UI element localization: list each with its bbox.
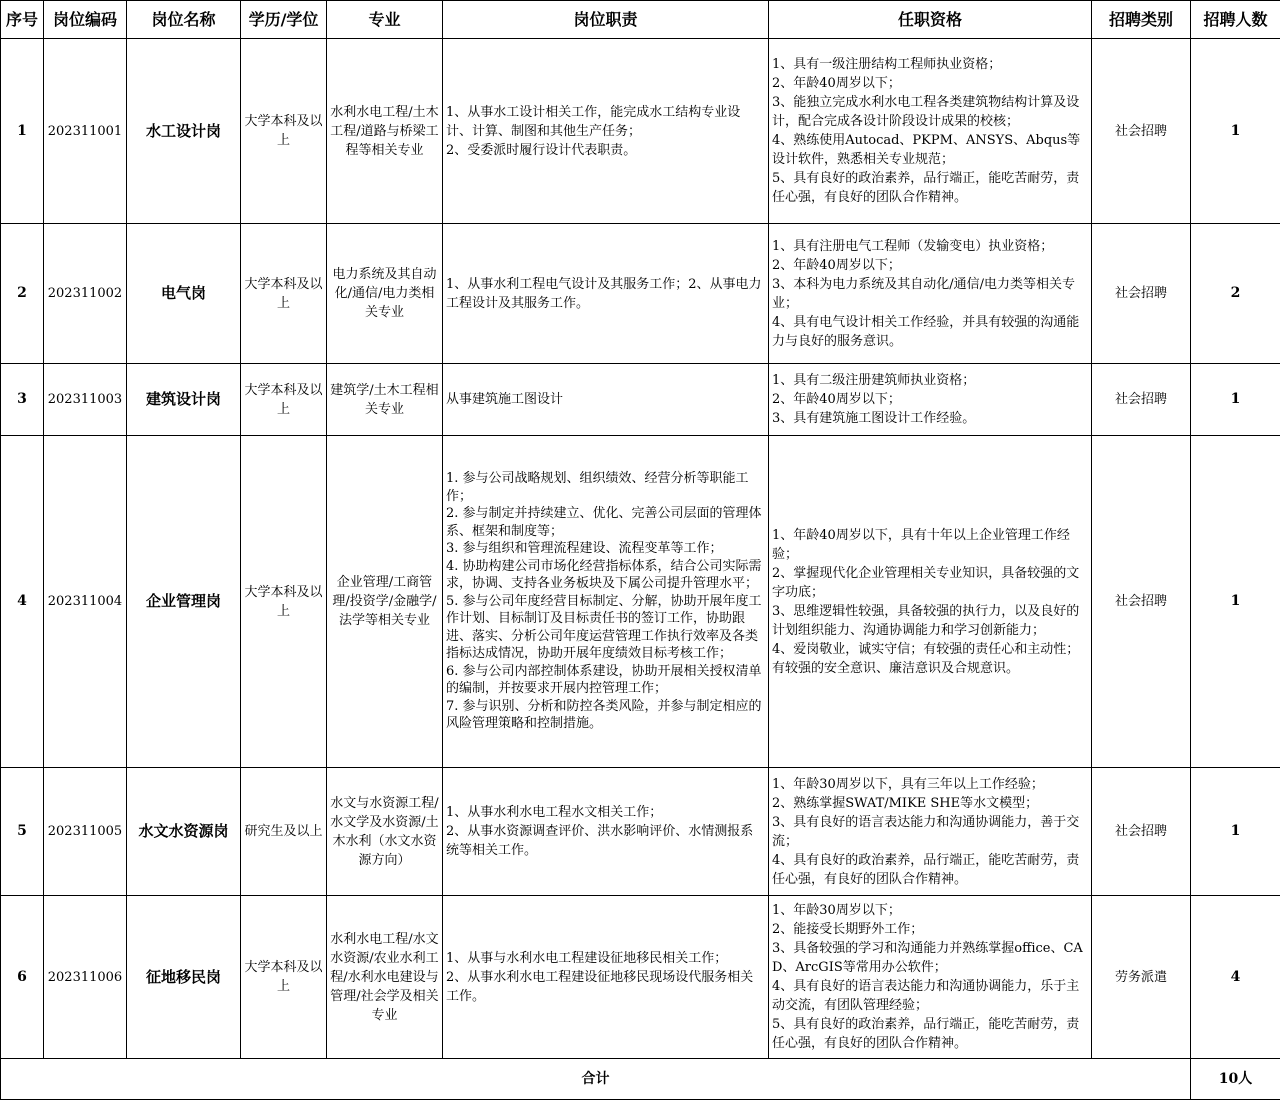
row-type: 社会招聘 <box>1092 364 1191 436</box>
row-job-name: 水工设计岗 <box>127 39 241 224</box>
row-no: 2 <box>1 224 44 364</box>
header-count: 招聘人数 <box>1191 1 1280 39</box>
row-duties <box>443 768 769 896</box>
duty-line: 1、从事与水利水电工程建设征地移民相关工作； <box>446 949 765 968</box>
row-edu: 大学本科及以上 <box>241 364 327 436</box>
qual-line: 2、年龄40周岁以下； <box>772 74 1088 93</box>
qual-line: 4、具有良好的政治素养，品行端正，能吃苦耐劳，责任心强，有良好的团队合作精神。 <box>772 851 1088 889</box>
header-duties: 岗位职责 <box>443 1 769 39</box>
qual-line: 4、爱岗敬业，诚实守信；有较强的责任心和主动性；有较强的安全意识、廉洁意识及合规意识。 <box>772 640 1088 678</box>
duty-line: 3. 参与组织和管理流程建设、流程变革等工作； <box>446 540 765 558</box>
row-duties <box>443 436 769 768</box>
duty-line: 2. 参与制定并持续建立、优化、完善公司层面的管理体系、框架和制度等； <box>446 505 765 540</box>
row-type: 劳务派遣 <box>1092 896 1191 1059</box>
row-quals <box>769 364 1092 436</box>
qual-line: 3、具备较强的学习和沟通能力并熟练掌握office、CAD、ArcGIS等常用办公软件； <box>772 939 1088 977</box>
duty-line: 6. 参与公司内部控制体系建设，协助开展相关授权清单的编制，并按要求开展内控管理工作； <box>446 663 765 698</box>
row-job-name: 水文水资源岗 <box>127 768 241 896</box>
row-code: 202311005 <box>44 768 127 896</box>
total-row <box>1 1059 1280 1100</box>
qual-line: 5、具有良好的政治素养，品行端正，能吃苦耐劳，责任心强，有良好的团队合作精神。 <box>772 169 1088 207</box>
row-code: 202311004 <box>44 436 127 768</box>
row-edu: 大学本科及以上 <box>241 39 327 224</box>
qual-line: 2、年龄40周岁以下； <box>772 390 1088 409</box>
row-count: 1 <box>1191 768 1280 896</box>
header-quals: 任职资格 <box>769 1 1092 39</box>
qual-line: 4、熟练使用Autocad、PKPM、ANSYS、Abqus等设计软件，熟悉相关专业规范； <box>772 131 1088 169</box>
row-duties <box>443 896 769 1059</box>
row-no: 6 <box>1 896 44 1059</box>
qual-line: 4、具有良好的语言表达能力和沟通协调能力，乐于主动交流，有团队管理经验； <box>772 977 1088 1015</box>
duty-line: 从事建筑施工图设计 <box>446 390 765 409</box>
header-code: 岗位编码 <box>44 1 127 39</box>
row-code: 202311003 <box>44 364 127 436</box>
qual-line: 3、思维逻辑性较强，具备较强的执行力，以及良好的计划组织能力、沟通协调能力和学习创新能力； <box>772 602 1088 640</box>
row-job-name: 企业管理岗 <box>127 436 241 768</box>
row-edu: 研究生及以上 <box>241 768 327 896</box>
qual-line: 1、年龄30周岁以下； <box>772 901 1088 920</box>
qual-line: 1、具有注册电气工程师（发输变电）执业资格； <box>772 237 1088 256</box>
table-row <box>1 39 1280 224</box>
row-major: 电力系统及其自动化/通信/电力类相关专业 <box>327 224 443 364</box>
row-type: 社会招聘 <box>1092 224 1191 364</box>
table-row <box>1 364 1280 436</box>
row-quals <box>769 768 1092 896</box>
row-no: 4 <box>1 436 44 768</box>
qual-line: 3、本科为电力系统及其自动化/通信/电力类等相关专业； <box>772 275 1088 313</box>
row-quals <box>769 39 1092 224</box>
duty-line: 2、从事水利水电工程建设征地移民现场设代服务相关工作。 <box>446 968 765 1006</box>
row-count: 1 <box>1191 364 1280 436</box>
row-major: 水利水电工程/水文水资源/农业水利工程/水利水电建设与管理/社会学及相关专业 <box>327 896 443 1059</box>
row-type: 社会招聘 <box>1092 768 1191 896</box>
total-count: 10人 <box>1191 1059 1280 1100</box>
duty-line: 1、从事水利工程电气设计及其服务工作；2、从事电力工程设计及其服务工作。 <box>446 275 765 313</box>
qual-line: 3、具有良好的语言表达能力和沟通协调能力，善于交流； <box>772 813 1088 851</box>
qual-line: 2、年龄40周岁以下； <box>772 256 1088 275</box>
duty-line: 1、从事水利水电工程水文相关工作； <box>446 803 765 822</box>
duty-line: 2、从事水资源调查评价、洪水影响评价、水情测报系统等相关工作。 <box>446 822 765 860</box>
row-type: 社会招聘 <box>1092 39 1191 224</box>
header-edu: 学历/学位 <box>241 1 327 39</box>
row-no: 1 <box>1 39 44 224</box>
row-duties <box>443 364 769 436</box>
row-type: 社会招聘 <box>1092 436 1191 768</box>
row-major: 水文与水资源工程/水文学及水资源/土木水利（水文水资源方向） <box>327 768 443 896</box>
duty-line: 2、受委派时履行设计代表职责。 <box>446 141 765 160</box>
row-code: 202311002 <box>44 224 127 364</box>
row-count: 1 <box>1191 39 1280 224</box>
row-major: 水利水电工程/土木工程/道路与桥梁工程等相关专业 <box>327 39 443 224</box>
row-no: 5 <box>1 768 44 896</box>
header-major: 专业 <box>327 1 443 39</box>
row-edu: 大学本科及以上 <box>241 436 327 768</box>
row-major: 建筑学/土木工程相关专业 <box>327 364 443 436</box>
row-duties <box>443 39 769 224</box>
header-row <box>1 1 1280 39</box>
row-code: 202311006 <box>44 896 127 1059</box>
row-count: 2 <box>1191 224 1280 364</box>
table-row <box>1 768 1280 896</box>
row-count: 1 <box>1191 436 1280 768</box>
table-row <box>1 436 1280 768</box>
qual-line: 1、年龄30周岁以下，具有三年以上工作经验； <box>772 775 1088 794</box>
row-code: 202311001 <box>44 39 127 224</box>
row-no: 3 <box>1 364 44 436</box>
row-count: 4 <box>1191 896 1280 1059</box>
duty-line: 1. 参与公司战略规划、组织绩效、经营分析等职能工作； <box>446 470 765 505</box>
duty-line: 4. 协助构建公司市场化经营指标体系，结合公司实际需求，协调、支持各业务板块及下属公司提升管理水平； <box>446 558 765 593</box>
qual-line: 3、能独立完成水利水电工程各类建筑物结构计算及设计，配合完成各设计阶段设计成果的校核； <box>772 93 1088 131</box>
row-edu: 大学本科及以上 <box>241 896 327 1059</box>
table-row <box>1 224 1280 364</box>
table-row <box>1 896 1280 1059</box>
row-quals <box>769 224 1092 364</box>
row-quals <box>769 896 1092 1059</box>
qual-line: 1、具有二级注册建筑师执业资格； <box>772 371 1088 390</box>
row-job-name: 建筑设计岗 <box>127 364 241 436</box>
qual-line: 1、具有一级注册结构工程师执业资格； <box>772 55 1088 74</box>
row-edu: 大学本科及以上 <box>241 224 327 364</box>
duty-line: 1、从事水工设计相关工作，能完成水工结构专业设计、计算、制图和其他生产任务； <box>446 103 765 141</box>
row-major: 企业管理/工商管理/投资学/金融学/法学等相关专业 <box>327 436 443 768</box>
qual-line: 3、具有建筑施工图设计工作经验。 <box>772 409 1088 428</box>
duty-line: 5. 参与公司年度经营目标制定、分解，协助开展年度工作计划、目标制订及目标责任书的签订工作，协助跟进、落实、分析公司年度运营管理工作执行效率及各类指标达成情况，协助开展年度绩效目标考核工作； <box>446 593 765 663</box>
header-no: 序号 <box>1 1 44 39</box>
qual-line: 2、能接受长期野外工作； <box>772 920 1088 939</box>
qual-line: 1、年龄40周岁以下，具有十年以上企业管理工作经验； <box>772 526 1088 564</box>
row-job-name: 征地移民岗 <box>127 896 241 1059</box>
row-duties <box>443 224 769 364</box>
qual-line: 2、掌握现代化企业管理相关专业知识，具备较强的文字功底； <box>772 564 1088 602</box>
total-label: 合计 <box>1 1059 1191 1100</box>
header-type: 招聘类别 <box>1092 1 1191 39</box>
row-quals <box>769 436 1092 768</box>
qual-line: 5、具有良好的政治素养，品行端正，能吃苦耐劳，责任心强，有良好的团队合作精神。 <box>772 1015 1088 1053</box>
row-job-name: 电气岗 <box>127 224 241 364</box>
duty-line: 7. 参与识别、分析和防控各类风险，并参与制定相应的风险管理策略和控制措施。 <box>446 698 765 733</box>
header-name: 岗位名称 <box>127 1 241 39</box>
qual-line: 4、具有电气设计相关工作经验，并具有较强的沟通能力与良好的服务意识。 <box>772 313 1088 351</box>
qual-line: 2、熟练掌握SWAT/MIKE SHE等水文模型； <box>772 794 1088 813</box>
